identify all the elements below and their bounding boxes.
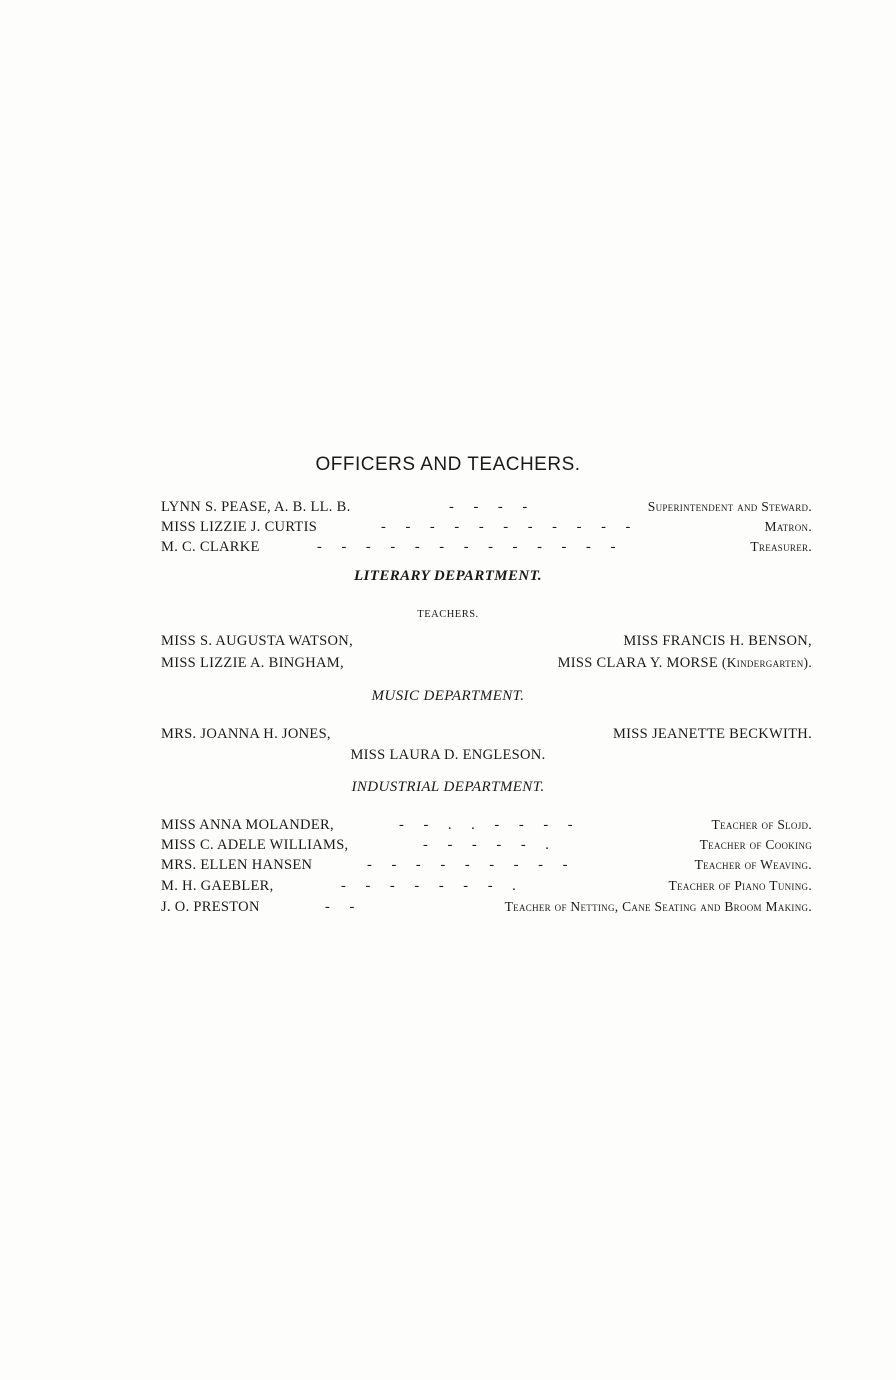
leader-dots: - - - - - - - - - - -: [381, 519, 631, 535]
industrial-row: [161, 815, 812, 835]
leader-dots: - - - - - - - - - - - - -: [317, 539, 616, 555]
industrial-row: [161, 876, 812, 896]
teachers-subheading: TEACHERS.: [417, 609, 479, 620]
teacher-name: MISS CLARA Y. MORSE: [557, 655, 718, 671]
teacher-name: MISS C. ADELE WILLIAMS,: [161, 837, 349, 853]
page-title: OFFICERS AND TEACHERS.: [315, 454, 581, 475]
teacher-name: MISS FRANCIS H. BENSON,: [623, 633, 812, 649]
officer-role: Matron.: [764, 519, 812, 534]
teacher-name: MRS. JOANNA H. JONES,: [161, 726, 331, 742]
officer-role: Treasurer.: [750, 539, 812, 554]
leader-dots: - - - - - .: [423, 837, 549, 853]
officer-name: M. C. CLARKE: [161, 539, 260, 555]
officer-name: MISS LIZZIE J. CURTIS: [161, 519, 318, 535]
teacher-role: Teacher of Piano Tuning.: [668, 878, 812, 893]
literary-department-heading: LITERARY DEPARTMENT.: [353, 568, 543, 584]
teacher-role: Teacher of Slojd.: [711, 817, 812, 832]
officer-row: [161, 537, 812, 557]
literary-row: [161, 653, 812, 673]
industrial-row: [161, 855, 812, 875]
officer-role: Superintendent and Steward.: [647, 499, 812, 514]
teacher-name: MISS ANNA MOLANDER,: [161, 817, 334, 833]
teacher-name: MISS JEANETTE BECKWITH.: [612, 726, 812, 742]
teacher-name: MRS. ELLEN HANSEN: [161, 857, 313, 873]
teacher-role: Teacher of Cooking: [699, 837, 812, 852]
officer-name: LYNN S. PEASE, A. B. LL. B.: [161, 499, 351, 515]
leader-dots: - - - - - - - .: [341, 878, 516, 894]
teacher-name: MISS LIZZIE A. BINGHAM,: [161, 655, 344, 671]
teacher-name: M. H. GAEBLER,: [161, 878, 274, 894]
industrial-row: [161, 835, 812, 855]
teacher-role: Teacher of Netting, Cane Seating and Broom Making.: [504, 899, 812, 914]
officer-row: [161, 517, 812, 537]
leader-dots: - - - -: [449, 499, 528, 515]
literary-row: [161, 631, 812, 651]
officer-row: [161, 497, 812, 517]
teacher-role: Teacher of Weaving.: [694, 857, 812, 872]
industrial-row: [161, 897, 812, 917]
music-row: [161, 724, 812, 744]
leader-dots: - - . . - - - -: [399, 817, 573, 833]
industrial-department-heading: INDUSTRIAL DEPARTMENT.: [351, 779, 545, 795]
teacher-name: J. O. PRESTON: [161, 899, 260, 915]
teacher-name: MISS S. AUGUSTA WATSON,: [161, 633, 354, 649]
leader-dots: - -: [325, 899, 355, 915]
kindergarten-note: (Kindergarten).: [721, 655, 812, 670]
teacher-name-with-note: [558, 653, 812, 673]
leader-dots: - - - - - - - - -: [367, 857, 568, 873]
music-center-teacher: MISS LAURA D. ENGLESON.: [350, 747, 546, 763]
music-department-heading: MUSIC DEPARTMENT.: [371, 688, 525, 704]
